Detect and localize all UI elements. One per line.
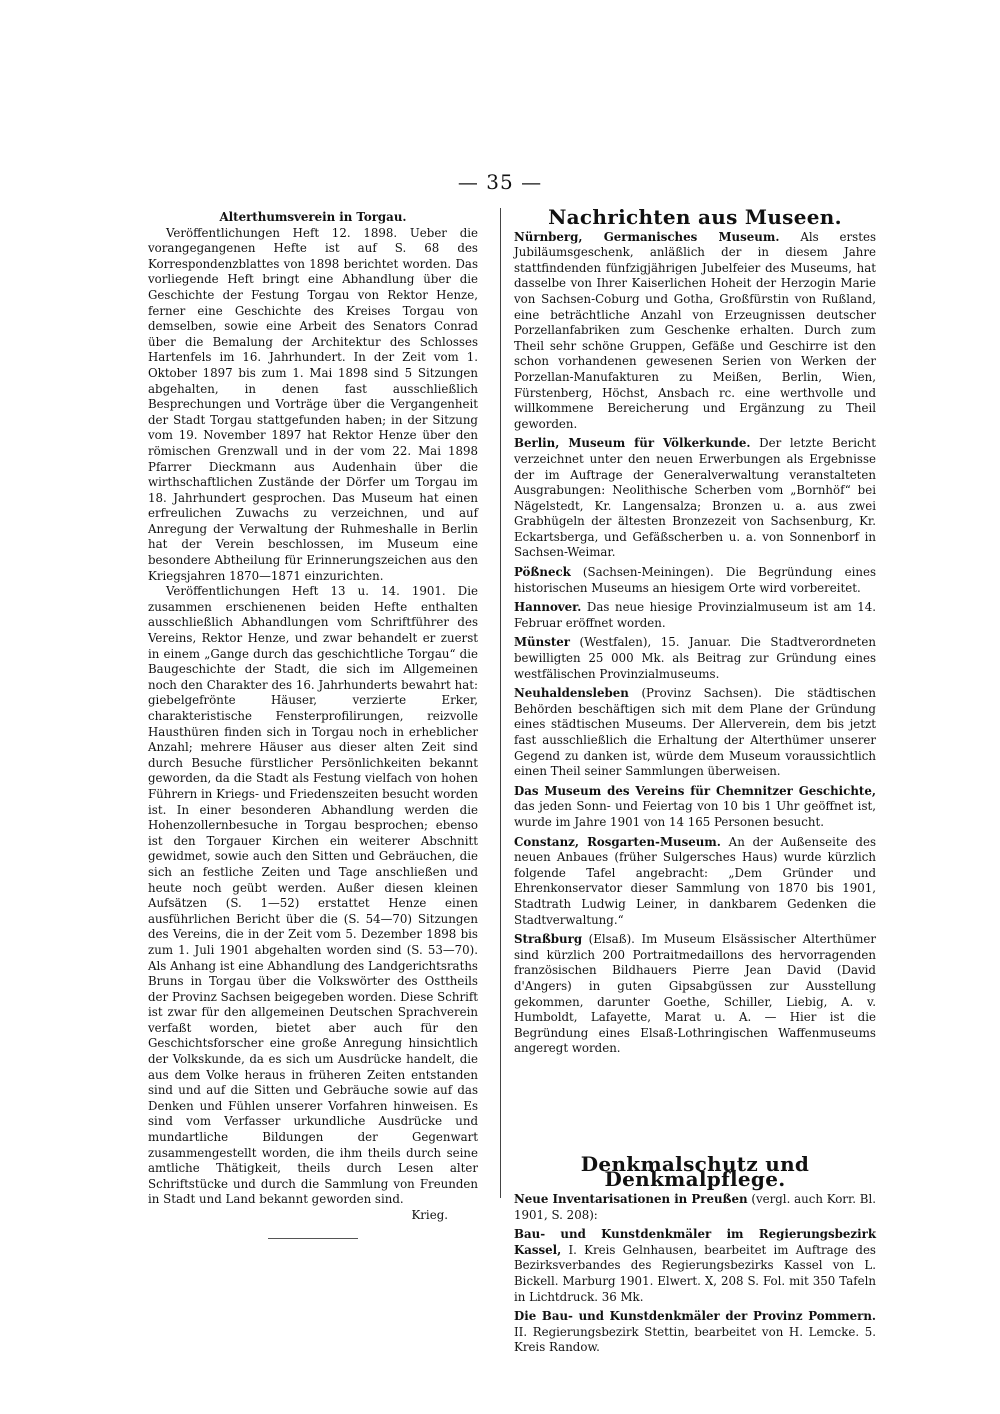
entry-kassel — [514, 1227, 876, 1305]
entry-head: Neue Inventarisationen in Preußen — [514, 1192, 748, 1207]
entry-head: Constanz, Rosgarten-Museum. — [514, 834, 721, 849]
entry-inventarisationen — [514, 1192, 876, 1223]
section-spacer — [514, 1061, 876, 1157]
entry-text: das jeden Sonn- und Feiertag von 10 bis 1 Uhr geöffnet ist, wurde im Jahre 1901 von 14 165 Personen besucht. — [514, 799, 876, 829]
entry-berlin — [514, 436, 876, 561]
paragraph-1: Veröffentlichungen Heft 12. 1898. Ueber die vorangegangenen Hefte ist auf S. 68 des Korrespondenzblattes von 1898 berichtet worden. Das vorliegende Heft bringt eine Abhandlung über die Geschichte der Festung Torgau von Rektor Henze, ferner eine Geschichte des Kreises Torgau von demselben, sowie eine Arbeit des Senators Conrad über die Bemalung der Architektur des Schlosses Hartenfels im 16. Jahrhundert. In der Zeit vom 1. Oktober 1897 bis zum 1. Mai 1898 sind 5 Sitzungen abgehalten, in denen fast ausschließlich Besprechungen und Vorträge über die Vergangenheit der Stadt Torgau stattgefunden haben; in der Sitzung vom 19. November 1897 hat Rektor Henze über den römischen Grenzwall und in der vom 22. Mai 1898 Pfarrer Dieckmann aus Audenhain über die wirthschaftlichen Zustände der Dörfer um Torgau im 18. Jahrhundert gesprochen. Das Museum hat einen erfreulichen Zuwachs zu verzeichnen, und auf Anregung der Verwaltung der Ruhmeshalle in Berlin hat der Verein beschlossen, im Museum eine besondere Abtheilung für Erinnerungszeichen aus den Kriegsjahren 1870—1871 einzurichten. — [148, 225, 478, 583]
entry-text: (vergl. auch Korr. Bl. 1901, S. 208): — [514, 1192, 876, 1222]
entry-head: Straßburg — [514, 932, 583, 947]
section-title-denkmalschutz: Denkmalschutz und Denkmalpflege. — [580, 1151, 810, 1192]
entry-head: Das Museum des Vereins für Chemnitzer Geschichte, — [514, 783, 876, 798]
entry-text: I. Kreis Gelnhausen, bearbeitet im Auftrage des Bezirksverbandes des Regierungsbezirks Kassel von L. Bickell. Marburg 1901. Elwert. X, 208 S. Fol. mit 350 Tafeln in Lichtdruck. 36 Mk. — [514, 1242, 876, 1304]
end-rule — [268, 1238, 358, 1239]
entry-hannover — [514, 600, 876, 631]
left-column — [148, 210, 478, 1239]
entry-chemnitz — [514, 784, 876, 831]
entry-head: Nürnberg, Germanisches Museum. — [514, 229, 780, 244]
entry-poessneck — [514, 565, 876, 596]
entry-text: An der Außenseite des neuen Anbaues (früher Sulgersches Haus) wurde kürzlich folgende Tafel angebracht: „Dem Gründer und Ehrenkonservator dieser Sammlung von 1870 bis 1901, Stadtrath Ludwig Leiner, in dankbarem Gedenken die Stadtverwaltung.“ — [514, 834, 876, 927]
entry-constanz — [514, 835, 876, 929]
entry-head: Neuhaldensleben — [514, 686, 629, 701]
entry-text: Das neue hiesige Provinzialmuseum ist am 14. Februar eröffnet worden. — [514, 600, 876, 630]
entry-nuernberg — [514, 230, 876, 433]
column-divider — [500, 208, 501, 1198]
entry-strassburg — [514, 932, 876, 1057]
entry-head: Pößneck — [514, 565, 571, 580]
section-title-museen: Nachrichten aus Museen. — [548, 205, 842, 229]
entry-text: Als erstes Jubiläumsgeschenk, anläßlich der in diesem Jahre stattfindenden fünfzigjährigen Jubelfeier des Museums, hat dasselbe von Ihrer Kaiserlichen Hoheit der Herzogin Marie von Sachsen-Coburg und Gotha, Großfürstin von Rußland, eine beträchtliche Anzahl von Erzeugnissen deutscher Porzellanfabriken zum Geschenke erhalten. Durch zum Theil sehr schöne Gruppen, Gefäße und Geschirre ist den schon vorhandenen gewesenen Serien von Werken der Porzellan-Manufakturen zu Meißen, Berlin, Wien, Fürstenberg, Höchst, Ansbach rc. eine werthvolle und willkommene Bereicherung und Ergänzung zu Theil geworden. — [514, 229, 876, 431]
entry-head: Berlin, Museum für Völkerkunde. — [514, 436, 751, 451]
entry-neuhaldensleben — [514, 686, 876, 780]
entry-text: (Elsaß). Im Museum Elsässischer Alterthümer sind kürzlich 200 Portraitmedaillons des hervorragenden französischen Bildhauers Pierre Jean David (David d'Angers) in guten Gipsabgüssen zur Ausstellung gekommen, darunter Goethe, Schiller, Liebig, A. v. Humboldt, Lafayette, Marat u. A. — Hier ist die Begründung eines Elsaß-Lothringischen Waffenmuseums angeregt worden. — [514, 932, 876, 1056]
author-signature: Krieg. — [411, 1208, 448, 1222]
entry-head: Die Bau- und Kunstdenkmäler der Provinz Pommern. — [514, 1309, 876, 1324]
entry-head: Bau- und Kunstdenkmäler im Regierungsbezirk Kassel, — [514, 1227, 876, 1257]
entry-muenster — [514, 635, 876, 682]
entry-text: (Sachsen-Meiningen). Die Begründung eines historischen Museums an hiesigem Orte wird vorbereitet. — [514, 565, 876, 595]
entry-text: (Provinz Sachsen). Die städtischen Behörden beschäftigen sich mit dem Plane der Gründung eines städtischen Museums. Der Allerverein, dem bis jetzt fast ausschließlich die Erhaltung der Alterthümer unserer Gegend zu danken ist, würde dem Museum voraussichtlich einen Theil seiner Sammlungen überweisen. — [514, 686, 876, 779]
right-column — [514, 205, 876, 1360]
entry-head: Hannover. — [514, 600, 582, 615]
entry-text: (Westfalen), 15. Januar. Die Stadtverordneten bewilligten 25 000 Mk. als Beitrag zur Gründung eines westfälischen Provinzialmuseums. — [514, 635, 876, 681]
entry-pommern — [514, 1309, 876, 1356]
entry-text: II. Regierungsbezirk Stettin, bearbeitet von H. Lemcke. 5. Kreis Randow. — [514, 1324, 876, 1355]
entry-head: Münster — [514, 635, 571, 650]
page-number: — 35 — — [457, 170, 543, 194]
entry-text: Der letzte Bericht verzeichnet unter den neuen Erwerbungen als Ergebnisse der im Auftrage der Generalverwaltung veranstalteten Ausgrabungen: Neolithische Scherben vom „Bornhöf“ bei Nägelstedt, Kr. Langensalza; Bronzen u. a. aus zwei Grabhügeln der ältesten Bronzezeit von Sachsenburg, Kr. Eckartsberga, und Gefäßscherben u. a. von Sonnenborf in Sachsen-Weimar. — [514, 436, 876, 560]
paragraph-2: Veröffentlichungen Heft 13 u. 14. 1901. Die zusammen erschienenen beiden Hefte enthalten ausschließlich Abhandlungen vom Schriftführer des Vereins, Rektor Henze, und zwar behandelt er zuerst in einem „Gange durch das geschichtliche Torgau“ die Baugeschichte der Stadt, die sich im Allgemeinen noch den Charakter des 16. Jahrhunderts bewahrt hat: giebelgefrönte Häuser, verzierte Erker, charakteristische Fensterprofilirungen, reizvolle Hausthüren finden sich in Torgau noch in erheblicher Anzahl; mehrere Häuser aus dieser alten Zeit sind durch Besuche fürstlicher Persönlichkeiten bekannt geworden, da die Stadt als Festung vielfach von hohen Führern in Kriegs- und Friedenszeiten besucht worden ist. In einer besonderen Abhandlung werden die Hohenzollernbesuche in Torgau besprochen; ebenso ist den Torgauer Kirchen ein weiterer Abschnitt gewidmet, sowie auch den Sitten und Gebräuchen, die sich an festliche Zeiten und Tage anschließen und heute noch geübt werden. Außer diesen kleinen Aufsätzen (S. 1—52) erstattet Henze einen ausführlichen Bericht über die (S. 54—70) Sitzungen des Vereins, die in der Zeit vom 5. Dezember 1898 bis zum 1. Juli 1901 abgehalten worden sind (S. 53—70). Als Anhang ist eine Abhandlung des Landgerichtsraths Bruns in Torgau über die Volkswörter des Osttheils der Provinz Sachsen beigegeben worden. Diese Schrift ist zwar für den allgemeinen Deutschen Sprachverein verfaßt worden, bietet aber auch für den Geschichtsforscher eine große Anregung hinsichtlich der Volkskunde, da es sich um Ausdrücke handelt, die aus dem Volke heraus in früheren Zeiten entstanden sind und auf die Sitten und Gebräuche sowie auf das Denken und Fühlen unserer Vorfahren hinweisen. Es sind vom Verfasser urkundliche Ausdrücke und mundartliche Bildungen der Gegenwart zusammengestellt worden, die ihm theils durch seine amtliche Thätigkeit, theils durch Lesen alter Schriftstücke und durch die Sammlung von Freunden in Stadt und Land bekannt geworden sind. — [148, 584, 478, 1207]
article-title-torgau: Alterthumsverein in Torgau. — [219, 210, 407, 224]
